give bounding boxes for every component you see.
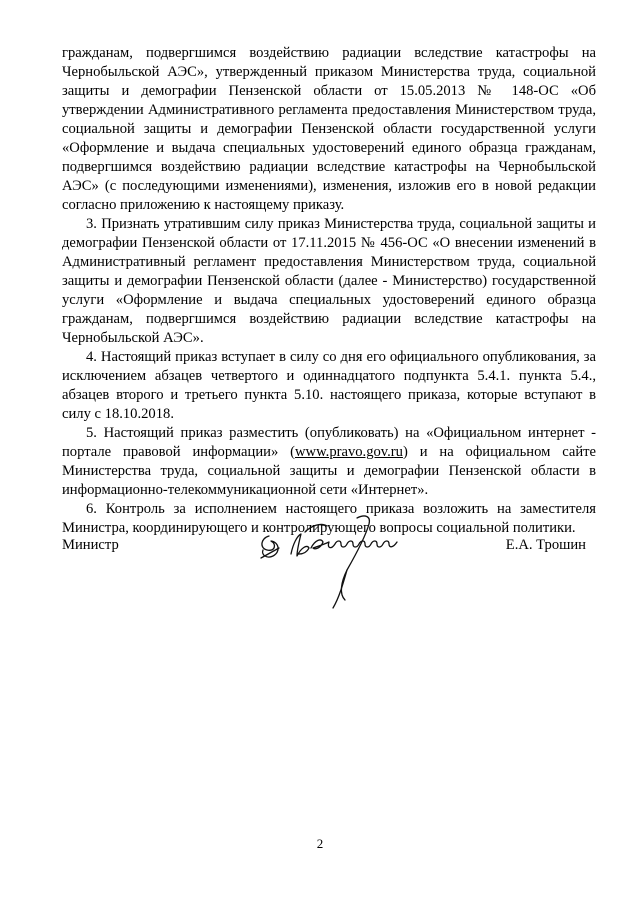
pravo-gov-link[interactable]: www.pravo.gov.ru: [295, 444, 403, 460]
paragraph-continuation: гражданам, подвергшимся воздействию радиации вследствие катастрофы на Чернобыльской АЭС», утвержденный приказом Министерства труда, социальной защиты и демографии Пензенской области от 15.05.2013 № 148-ОС «Об утверждении Административного регламента предоставления Министерством труда, социальной защиты и демографии Пензенской области государственной услуги «Оформление и выдача специальных удостоверений единого образца гражданам, подвергшимся воздействию радиации вследствие катастрофы на Чернобыльской АЭС» (с последующими изменениями), изменения, изложив его в новой редакции согласно приложению к настоящему приказу.: [62, 45, 596, 213]
paragraph-6: 6. Контроль за исполнением настоящего приказа возложить на заместителя Министра, координирующего и контролирующего вопросы социальной политики.: [62, 501, 596, 536]
signature-block: [62, 536, 596, 626]
signatory-title: Министр: [62, 537, 119, 553]
paragraph-4: 4. Настоящий приказ вступает в силу со дня его официального опубликования, за исключением абзацев четвертого и одиннадцатого подпункта 5.4.1. пункта 5.4., абзацев второго и третьего пункта 5.10. настоящего приказа, которые вступают в силу с 18.10.2018.: [62, 349, 596, 422]
signatory-name: Е.А. Трошин: [505, 537, 586, 553]
handwritten-signature: [247, 508, 417, 628]
document-body: [62, 44, 596, 538]
paragraph-3: 3. Признать утратившим силу приказ Министерства труда, социальной защиты и демографии Пензенской области от 17.11.2015 № 456-ОС «О внесении изменений в Административный регламент предоставления Министерством труда, социальной защиты и демографии Пензенской области (далее - Министерство) государственной услуги «Оформление и выдача специальных удостоверений единого образца гражданам, подвергшимся воздействию радиации вследствие катастрофы на Чернобыльской АЭС».: [62, 216, 596, 346]
paragraph-5-start: 5. Настоящий приказ разместить (опубликовать) на «Официальном интернет - портале правовой информации» (: [62, 425, 596, 460]
page-number: 2: [316, 836, 324, 851]
paragraph-5-end: ) и на официальном сайте Министерства труда, социальной защиты и демографии Пензенской области в информационно-телекоммуникационной сети «Интернет».: [62, 444, 597, 498]
paragraph-5: [62, 424, 596, 500]
